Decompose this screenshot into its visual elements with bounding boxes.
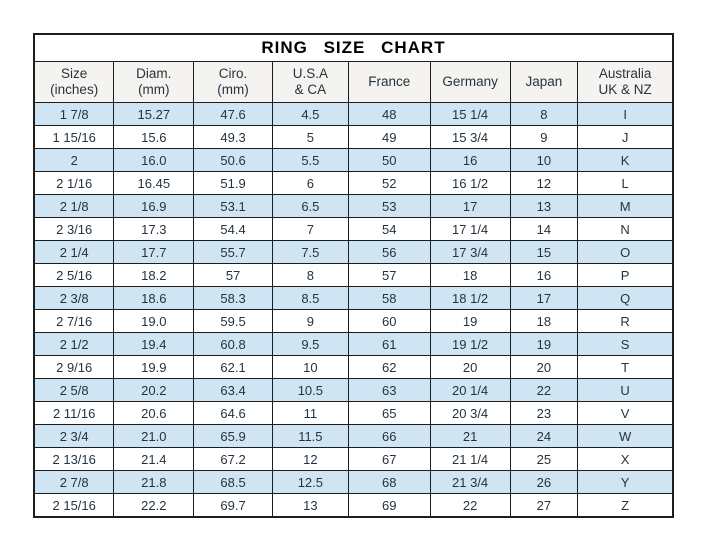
- table-cell: 6.5: [272, 195, 348, 218]
- table-row: [34, 448, 673, 471]
- table-cell: 15.27: [114, 103, 194, 126]
- table-cell: 19: [430, 310, 510, 333]
- table-cell: 16.9: [114, 195, 194, 218]
- table-cell: 7.5: [272, 241, 348, 264]
- table-cell: 2 1/4: [34, 241, 114, 264]
- table-cell: 2 7/8: [34, 471, 114, 494]
- table-cell: 60.8: [194, 333, 273, 356]
- table-cell: 8: [272, 264, 348, 287]
- table-cell: 15 1/4: [430, 103, 510, 126]
- table-cell: 2 1/2: [34, 333, 114, 356]
- table-cell: 54: [348, 218, 430, 241]
- table-cell: 14: [510, 218, 578, 241]
- table-cell: 19.4: [114, 333, 194, 356]
- table-cell: O: [578, 241, 673, 264]
- table-row: [34, 218, 673, 241]
- table-row: [34, 287, 673, 310]
- table-cell: 2 9/16: [34, 356, 114, 379]
- table-cell: 11.5: [272, 425, 348, 448]
- table-cell: 2 7/16: [34, 310, 114, 333]
- table-cell: 57: [194, 264, 273, 287]
- table-cell: 20.2: [114, 379, 194, 402]
- table-cell: X: [578, 448, 673, 471]
- table-cell: 12: [272, 448, 348, 471]
- table-row: [34, 241, 673, 264]
- table-cell: 10: [272, 356, 348, 379]
- column-header-diam-mm: Diam. (mm): [114, 62, 194, 103]
- table-row: [34, 333, 673, 356]
- table-cell: 17.3: [114, 218, 194, 241]
- table-cell: 62.1: [194, 356, 273, 379]
- column-header-size-inches: Size (inches): [34, 62, 114, 103]
- table-cell: 2 5/8: [34, 379, 114, 402]
- title-row: [34, 34, 673, 62]
- table-cell: 16: [510, 264, 578, 287]
- table-cell: 16.0: [114, 149, 194, 172]
- table-cell: 18: [430, 264, 510, 287]
- table-cell: 12: [510, 172, 578, 195]
- table-cell: 47.6: [194, 103, 273, 126]
- table-cell: 25: [510, 448, 578, 471]
- table-cell: 1 15/16: [34, 126, 114, 149]
- table-cell: 12.5: [272, 471, 348, 494]
- table-cell: 17: [510, 287, 578, 310]
- table-cell: S: [578, 333, 673, 356]
- table-cell: 19: [510, 333, 578, 356]
- table-cell: 53.1: [194, 195, 273, 218]
- table-cell: U: [578, 379, 673, 402]
- table-cell: 63.4: [194, 379, 273, 402]
- table-cell: 18 1/2: [430, 287, 510, 310]
- table-cell: 18.6: [114, 287, 194, 310]
- table-cell: K: [578, 149, 673, 172]
- table-cell: 2 1/8: [34, 195, 114, 218]
- table-cell: 52: [348, 172, 430, 195]
- chart-title: RING SIZE CHART: [34, 34, 673, 62]
- table-cell: 16 1/2: [430, 172, 510, 195]
- table-cell: 61: [348, 333, 430, 356]
- table-cell: 57: [348, 264, 430, 287]
- table-cell: 27: [510, 494, 578, 518]
- table-cell: 9.5: [272, 333, 348, 356]
- table-cell: P: [578, 264, 673, 287]
- table-cell: 7: [272, 218, 348, 241]
- table-cell: V: [578, 402, 673, 425]
- table-cell: 22: [430, 494, 510, 518]
- table-cell: 58: [348, 287, 430, 310]
- table-cell: 54.4: [194, 218, 273, 241]
- table-cell: 2 3/8: [34, 287, 114, 310]
- table-cell: 6: [272, 172, 348, 195]
- table-cell: 50.6: [194, 149, 273, 172]
- table-cell: 4.5: [272, 103, 348, 126]
- table-cell: 21 1/4: [430, 448, 510, 471]
- table-cell: 9: [272, 310, 348, 333]
- table-cell: 13: [510, 195, 578, 218]
- header-row: [34, 62, 673, 103]
- table-cell: 56: [348, 241, 430, 264]
- table-row: [34, 310, 673, 333]
- table-row: [34, 402, 673, 425]
- table-cell: Y: [578, 471, 673, 494]
- table-cell: 67: [348, 448, 430, 471]
- table-cell: 65.9: [194, 425, 273, 448]
- table-cell: 17.7: [114, 241, 194, 264]
- table-cell: N: [578, 218, 673, 241]
- table-cell: 48: [348, 103, 430, 126]
- table-row: [34, 103, 673, 126]
- table-cell: 20 3/4: [430, 402, 510, 425]
- table-cell: 19.0: [114, 310, 194, 333]
- table-row: [34, 149, 673, 172]
- table-cell: 5.5: [272, 149, 348, 172]
- table-cell: 15: [510, 241, 578, 264]
- table-cell: 63: [348, 379, 430, 402]
- table-cell: 9: [510, 126, 578, 149]
- ring-size-chart-table: [33, 33, 674, 518]
- table-cell: 19.9: [114, 356, 194, 379]
- table-cell: 17 3/4: [430, 241, 510, 264]
- table-row: [34, 126, 673, 149]
- table-cell: 21 3/4: [430, 471, 510, 494]
- table-cell: 69: [348, 494, 430, 518]
- table-cell: 20.6: [114, 402, 194, 425]
- table-cell: 67.2: [194, 448, 273, 471]
- table-cell: 13: [272, 494, 348, 518]
- table-cell: 2 11/16: [34, 402, 114, 425]
- table-cell: 17 1/4: [430, 218, 510, 241]
- table-cell: 51.9: [194, 172, 273, 195]
- table-cell: 16: [430, 149, 510, 172]
- column-header-japan: Japan: [510, 62, 578, 103]
- table-cell: M: [578, 195, 673, 218]
- table-cell: 20: [430, 356, 510, 379]
- table-row: [34, 264, 673, 287]
- table-cell: 10: [510, 149, 578, 172]
- column-header-australia-uk-nz: Australia UK & NZ: [578, 62, 673, 103]
- table-cell: 55.7: [194, 241, 273, 264]
- table-cell: 15 3/4: [430, 126, 510, 149]
- table-cell: 62: [348, 356, 430, 379]
- table-row: [34, 172, 673, 195]
- table-cell: 66: [348, 425, 430, 448]
- column-header-usa-ca: U.S.A & CA: [272, 62, 348, 103]
- table-cell: 64.6: [194, 402, 273, 425]
- table-cell: 23: [510, 402, 578, 425]
- table-cell: 5: [272, 126, 348, 149]
- column-header-france: France: [348, 62, 430, 103]
- column-header-germany: Germany: [430, 62, 510, 103]
- table-cell: 2 3/4: [34, 425, 114, 448]
- table-cell: 1 7/8: [34, 103, 114, 126]
- table-cell: 58.3: [194, 287, 273, 310]
- table-cell: R: [578, 310, 673, 333]
- table-cell: 53: [348, 195, 430, 218]
- table-cell: I: [578, 103, 673, 126]
- table-cell: 11: [272, 402, 348, 425]
- table-cell: 2 3/16: [34, 218, 114, 241]
- table-cell: 2 5/16: [34, 264, 114, 287]
- table-row: [34, 379, 673, 402]
- table-cell: 21: [430, 425, 510, 448]
- table-cell: 21.4: [114, 448, 194, 471]
- table-cell: 49.3: [194, 126, 273, 149]
- table-cell: Z: [578, 494, 673, 518]
- table-cell: 68: [348, 471, 430, 494]
- table-cell: 18: [510, 310, 578, 333]
- column-header-ciro-mm: Ciro. (mm): [194, 62, 273, 103]
- table-cell: 16.45: [114, 172, 194, 195]
- table-row: [34, 471, 673, 494]
- table-cell: 26: [510, 471, 578, 494]
- table-cell: L: [578, 172, 673, 195]
- table-row: [34, 494, 673, 518]
- table-cell: 2 1/16: [34, 172, 114, 195]
- table-cell: 49: [348, 126, 430, 149]
- table-cell: 21.0: [114, 425, 194, 448]
- table-cell: J: [578, 126, 673, 149]
- table-cell: 15.6: [114, 126, 194, 149]
- table-cell: 19 1/2: [430, 333, 510, 356]
- table-cell: 24: [510, 425, 578, 448]
- table-cell: 59.5: [194, 310, 273, 333]
- table-row: [34, 356, 673, 379]
- table-cell: T: [578, 356, 673, 379]
- table-cell: 17: [430, 195, 510, 218]
- table-cell: 60: [348, 310, 430, 333]
- table-cell: 2 13/16: [34, 448, 114, 471]
- table-cell: 50: [348, 149, 430, 172]
- table-cell: W: [578, 425, 673, 448]
- table-cell: 22.2: [114, 494, 194, 518]
- table-row: [34, 425, 673, 448]
- table-cell: 69.7: [194, 494, 273, 518]
- table-cell: 20 1/4: [430, 379, 510, 402]
- table-row: [34, 195, 673, 218]
- table-cell: 20: [510, 356, 578, 379]
- table-cell: 2: [34, 149, 114, 172]
- table-cell: Q: [578, 287, 673, 310]
- table-cell: 2 15/16: [34, 494, 114, 518]
- table-cell: 22: [510, 379, 578, 402]
- table-body: [34, 103, 673, 518]
- table-cell: 8.5: [272, 287, 348, 310]
- table-cell: 21.8: [114, 471, 194, 494]
- table-cell: 8: [510, 103, 578, 126]
- table-cell: 68.5: [194, 471, 273, 494]
- table-cell: 18.2: [114, 264, 194, 287]
- table-cell: 65: [348, 402, 430, 425]
- table-cell: 10.5: [272, 379, 348, 402]
